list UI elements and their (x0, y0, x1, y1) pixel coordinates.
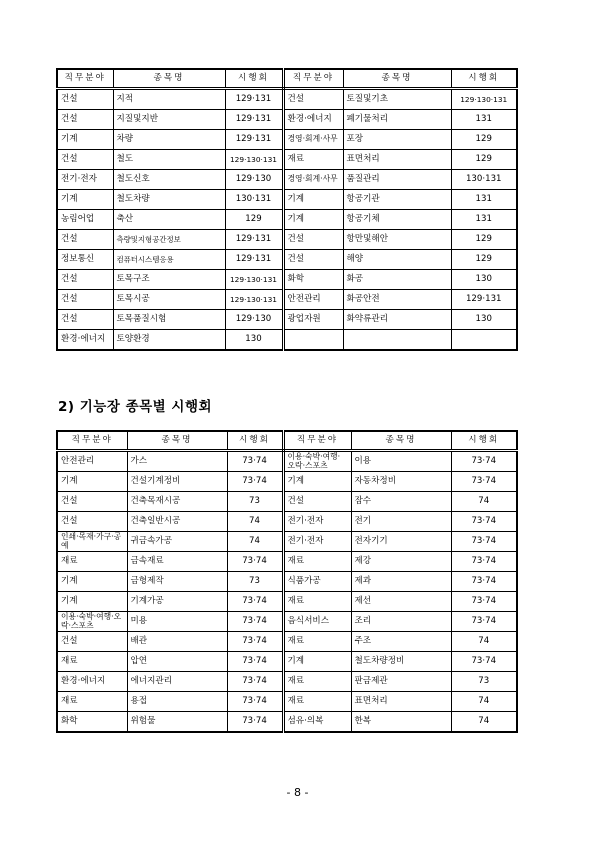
round-cell: 129·131 (225, 250, 283, 270)
field-cell: 건설 (57, 89, 113, 110)
round-cell: 74 (451, 632, 517, 652)
round-cell: 73·74 (451, 472, 517, 492)
round-cell: 74 (227, 512, 283, 532)
round-cell: 73·74 (451, 451, 517, 472)
field-cell: 건설 (57, 492, 127, 512)
item-cell: 철도차량정비 (351, 652, 451, 672)
round-cell: 131 (451, 110, 517, 130)
item-cell: 항공기체 (343, 210, 451, 230)
item-cell: 미용 (127, 612, 227, 632)
table-row (57, 190, 517, 210)
item-cell: 제선 (351, 592, 451, 612)
table-row (57, 492, 517, 512)
item-cell: 포장 (343, 130, 451, 150)
item-cell: 조리 (351, 612, 451, 632)
table-row (57, 672, 517, 692)
item-cell: 토목구조 (113, 270, 225, 290)
field-cell: 건설 (283, 89, 343, 110)
item-cell: 화약류관리 (343, 310, 451, 330)
field-cell: 경영·회계·사무 (283, 170, 343, 190)
round-cell: 73·74 (451, 512, 517, 532)
item-cell: 차량 (113, 130, 225, 150)
round-cell: 74 (451, 692, 517, 712)
field-cell: 건설 (57, 512, 127, 532)
field-cell: 재료 (57, 692, 127, 712)
table-row (57, 712, 517, 733)
table-row (57, 150, 517, 170)
round-cell: 73·74 (227, 472, 283, 492)
round-cell: 73·74 (451, 552, 517, 572)
table-row (57, 572, 517, 592)
field-cell: 인쇄·목재·가구·공예 (57, 532, 127, 552)
field-cell: 안전관리 (283, 290, 343, 310)
item-cell: 이용 (351, 451, 451, 472)
field-cell: 기계 (57, 572, 127, 592)
field-cell: 전기·전자 (283, 512, 351, 532)
round-cell (451, 330, 517, 351)
item-cell: 용접 (127, 692, 227, 712)
table-row (57, 592, 517, 612)
item-cell: 압연 (127, 652, 227, 672)
item-cell: 귀금속가공 (127, 532, 227, 552)
field-cell: 기계 (57, 190, 113, 210)
round-cell: 73·74 (451, 652, 517, 672)
item-cell: 건축일반시공 (127, 512, 227, 532)
round-cell: 74 (451, 492, 517, 512)
table-row (57, 552, 517, 572)
field-cell: 재료 (57, 652, 127, 672)
item-cell: 품질관리 (343, 170, 451, 190)
header-round: 시행회 (225, 69, 283, 89)
field-cell: 농림어업 (57, 210, 113, 230)
round-cell: 73·74 (227, 692, 283, 712)
item-cell: 제강 (351, 552, 451, 572)
field-cell: 기계 (283, 210, 343, 230)
item-cell: 토양환경 (113, 330, 225, 351)
table-row (57, 472, 517, 492)
field-cell: 건설 (283, 250, 343, 270)
field-cell: 화학 (57, 712, 127, 733)
table-row (57, 512, 517, 532)
field-cell: 건설 (57, 110, 113, 130)
item-cell: 해양 (343, 250, 451, 270)
table-row (57, 451, 517, 472)
header-field: 직무분야 (283, 431, 351, 451)
header-field: 직무분야 (283, 69, 343, 89)
field-cell: 건설 (57, 290, 113, 310)
field-cell: 재료 (283, 150, 343, 170)
item-cell: 위험물 (127, 712, 227, 733)
item-cell (343, 330, 451, 351)
table-row (57, 692, 517, 712)
round-cell: 129·131 (451, 290, 517, 310)
table-row (57, 652, 517, 672)
item-cell: 축산 (113, 210, 225, 230)
item-cell: 철도차량 (113, 190, 225, 210)
round-cell: 73 (227, 572, 283, 592)
round-cell: 130 (451, 270, 517, 290)
item-cell: 토질및기초 (343, 89, 451, 110)
round-cell: 73·74 (227, 712, 283, 733)
round-cell: 73·74 (451, 592, 517, 612)
round-cell: 73·74 (227, 451, 283, 472)
round-cell: 74 (451, 712, 517, 733)
item-cell: 표면처리 (343, 150, 451, 170)
header-item: 종목명 (351, 431, 451, 451)
round-cell: 130·131 (225, 190, 283, 210)
field-cell: 이용·숙박·여행·오락·스포츠 (283, 451, 351, 472)
field-cell: 재료 (57, 552, 127, 572)
field-cell: 이용·숙박·여행·오락·스포츠 (57, 612, 127, 632)
header-round: 시행회 (451, 431, 517, 451)
field-cell: 음식서비스 (283, 612, 351, 632)
item-cell: 판금제관 (351, 672, 451, 692)
round-cell: 131 (451, 190, 517, 210)
round-cell: 130·131 (451, 170, 517, 190)
round-cell: 129·131 (225, 230, 283, 250)
round-cell: 73·74 (227, 552, 283, 572)
table-row (57, 310, 517, 330)
field-cell: 건설 (57, 632, 127, 652)
field-cell: 경영·회계·사무 (283, 130, 343, 150)
item-cell: 토목시공 (113, 290, 225, 310)
field-cell: 환경·에너지 (57, 330, 113, 351)
field-cell: 화학 (283, 270, 343, 290)
item-cell: 철도 (113, 150, 225, 170)
item-cell: 화공 (343, 270, 451, 290)
round-cell: 73 (227, 492, 283, 512)
round-cell: 129 (451, 230, 517, 250)
round-cell: 129·130 (225, 310, 283, 330)
header-item: 종목명 (113, 69, 225, 89)
table-row (57, 130, 517, 150)
item-cell: 건설기계정비 (127, 472, 227, 492)
header-item: 종목명 (343, 69, 451, 89)
item-cell: 컴퓨터시스템응용 (113, 250, 225, 270)
item-cell: 전자기기 (351, 532, 451, 552)
table-row (57, 89, 517, 110)
round-cell: 129·130·131 (225, 150, 283, 170)
round-cell: 129·130·131 (225, 270, 283, 290)
item-cell: 토목품질시험 (113, 310, 225, 330)
table-row (57, 612, 517, 632)
field-cell: 기계 (283, 190, 343, 210)
item-cell: 지질및지반 (113, 110, 225, 130)
round-cell: 129·130·131 (451, 89, 517, 110)
field-cell: 기계 (283, 472, 351, 492)
field-cell: 재료 (283, 592, 351, 612)
field-cell: 건설 (283, 492, 351, 512)
round-cell: 129 (451, 130, 517, 150)
item-cell: 잠수 (351, 492, 451, 512)
table-row (57, 170, 517, 190)
round-cell: 73·74 (227, 632, 283, 652)
round-cell: 73·74 (227, 612, 283, 632)
field-cell: 환경·에너지 (283, 110, 343, 130)
field-cell: 전기·전자 (57, 170, 113, 190)
round-cell: 129·131 (225, 89, 283, 110)
item-cell: 가스 (127, 451, 227, 472)
round-cell: 129·130 (225, 170, 283, 190)
field-cell: 전기·전자 (283, 532, 351, 552)
item-cell: 제과 (351, 572, 451, 592)
field-cell: 기계 (57, 130, 113, 150)
round-cell: 73·74 (227, 592, 283, 612)
table-row (57, 290, 517, 310)
item-cell: 한복 (351, 712, 451, 733)
master-exam-rounds-table (56, 68, 518, 351)
table-row (57, 532, 517, 552)
field-cell: 섬유·의복 (283, 712, 351, 733)
field-cell: 건설 (57, 310, 113, 330)
header-row (57, 431, 517, 451)
table-row (57, 250, 517, 270)
item-cell: 주조 (351, 632, 451, 652)
round-cell: 73·74 (227, 672, 283, 692)
round-cell: 130 (451, 310, 517, 330)
item-cell: 기계가공 (127, 592, 227, 612)
field-cell: 정보통신 (57, 250, 113, 270)
round-cell: 129·131 (225, 110, 283, 130)
field-cell (283, 330, 343, 351)
header-field: 직무분야 (57, 69, 113, 89)
field-cell: 재료 (283, 672, 351, 692)
table-row (57, 210, 517, 230)
header-round: 시행회 (227, 431, 283, 451)
item-cell: 자동차정비 (351, 472, 451, 492)
item-cell: 건축목재시공 (127, 492, 227, 512)
table-row (57, 270, 517, 290)
item-cell: 표면처리 (351, 692, 451, 712)
field-cell: 안전관리 (57, 451, 127, 472)
field-cell: 건설 (57, 270, 113, 290)
round-cell: 73 (451, 672, 517, 692)
header-field: 직무분야 (57, 431, 127, 451)
item-cell: 금속재료 (127, 552, 227, 572)
round-cell: 129 (451, 150, 517, 170)
field-cell: 재료 (283, 632, 351, 652)
field-cell: 광업자원 (283, 310, 343, 330)
item-cell: 금형제작 (127, 572, 227, 592)
header-row (57, 69, 517, 89)
round-cell: 74 (227, 532, 283, 552)
field-cell: 환경·에너지 (57, 672, 127, 692)
round-cell: 131 (451, 210, 517, 230)
field-cell: 식품가공 (283, 572, 351, 592)
table-row (57, 110, 517, 130)
round-cell: 73·74 (451, 572, 517, 592)
round-cell: 129·131 (225, 130, 283, 150)
round-cell: 129 (225, 210, 283, 230)
item-cell: 측량및지형공간정보 (113, 230, 225, 250)
round-cell: 129·130·131 (225, 290, 283, 310)
field-cell: 건설 (57, 230, 113, 250)
header-round: 시행회 (451, 69, 517, 89)
round-cell: 73·74 (227, 652, 283, 672)
field-cell: 재료 (283, 552, 351, 572)
field-cell: 기계 (57, 592, 127, 612)
item-cell: 항공기관 (343, 190, 451, 210)
field-cell: 건설 (283, 230, 343, 250)
round-cell: 129 (451, 250, 517, 270)
item-cell: 전기 (351, 512, 451, 532)
item-cell: 배관 (127, 632, 227, 652)
craftsman-exam-rounds-table (56, 430, 518, 733)
field-cell: 건설 (57, 150, 113, 170)
field-cell: 재료 (283, 692, 351, 712)
table-row (57, 230, 517, 250)
item-cell: 항만및해안 (343, 230, 451, 250)
section-title: 2) 기능장 종목별 시행회 (58, 399, 213, 415)
field-cell: 기계 (283, 652, 351, 672)
item-cell: 화공안전 (343, 290, 451, 310)
field-cell: 기계 (57, 472, 127, 492)
round-cell: 73·74 (451, 612, 517, 632)
header-item: 종목명 (127, 431, 227, 451)
item-cell: 철도신호 (113, 170, 225, 190)
round-cell: 130 (225, 330, 283, 351)
item-cell: 에너지관리 (127, 672, 227, 692)
item-cell: 폐기물처리 (343, 110, 451, 130)
table-row (57, 632, 517, 652)
round-cell: 73·74 (451, 532, 517, 552)
table-row (57, 330, 517, 351)
item-cell: 지적 (113, 89, 225, 110)
page-number: - 8 - (286, 786, 309, 799)
